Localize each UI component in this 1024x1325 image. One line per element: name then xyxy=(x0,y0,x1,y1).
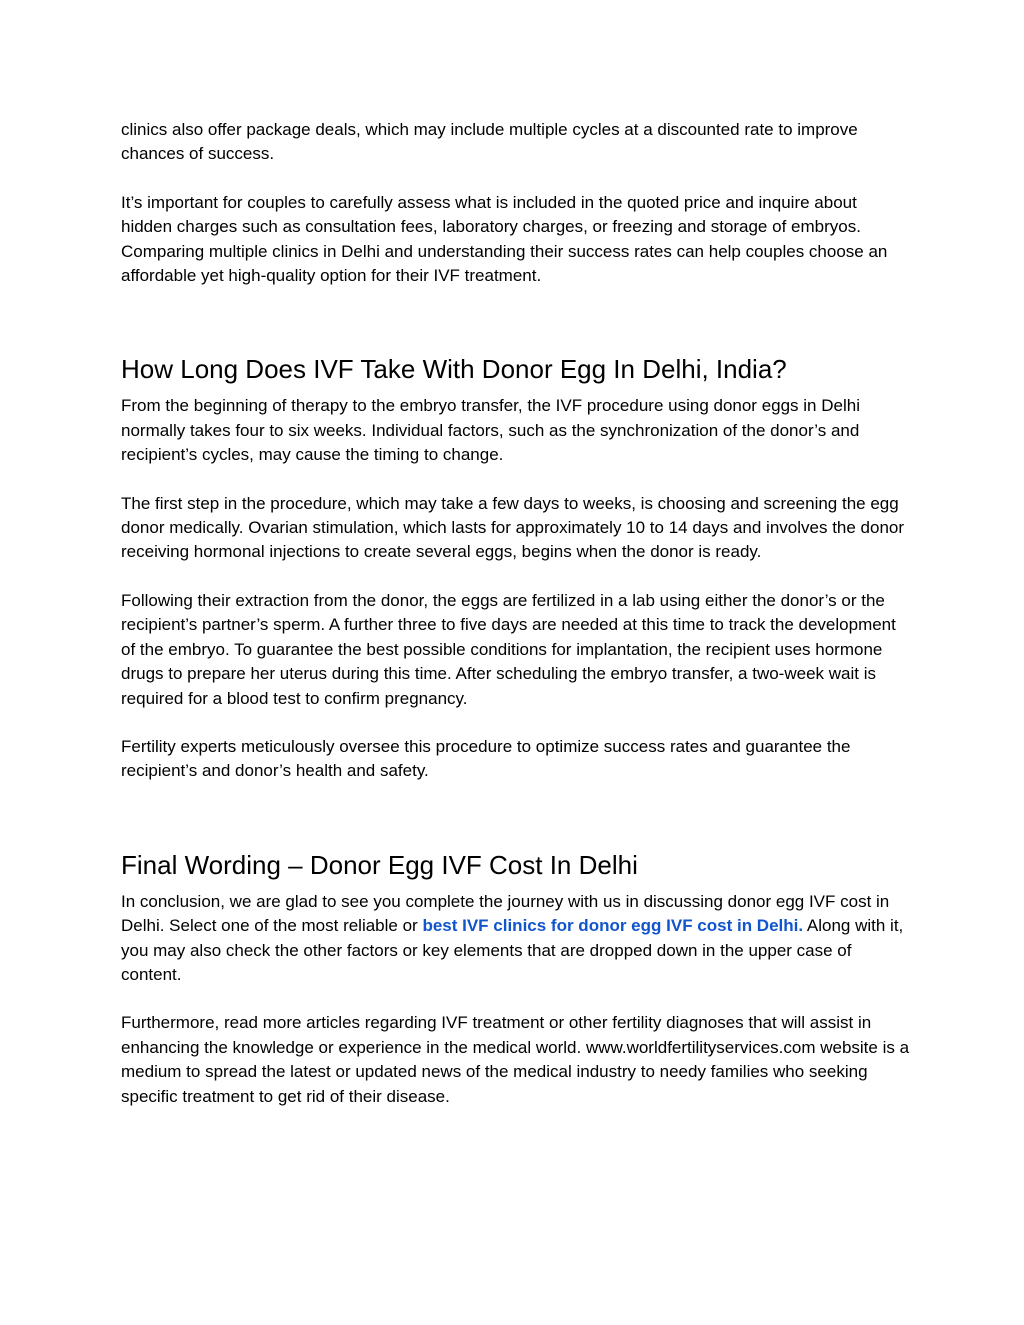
best-ivf-clinics-link[interactable]: best IVF clinics for donor egg IVF cost in Delhi. xyxy=(422,916,804,936)
section-heading-ivf-duration: How Long Does IVF Take With Donor Egg In Delhi, India? xyxy=(121,354,787,385)
intro-paragraph-1: clinics also offer package deals, which may include multiple cycles at a discounted rate to improve chances of success. xyxy=(121,120,858,164)
section1-paragraph-1: From the beginning of therapy to the embryo transfer, the IVF procedure using donor eggs in Delhi normally takes four to six weeks. Individual factors, such as the synchronization of the donor’s and recipient’s cycles, may cause the timing to change. xyxy=(121,396,860,465)
section1-paragraph-4: Fertility experts meticulously oversee this procedure to optimize success rates and guarantee the recipient’s and donor’s health and safety. xyxy=(121,736,851,781)
document-page xyxy=(121,118,911,1109)
intro-paragraph-2: It’s important for couples to carefully assess what is included in the quoted price and inquire about hidden charges such as consultation fees, laboratory charges, or freezing and storage of embryos. Comparing multiple clinics in Delhi and understanding their success rates can help couples choose an affordable yet high-quality option for their IVF treatment. xyxy=(121,192,888,286)
conclusion-text-before: In conclusion, we are glad to see you complete the journey with us in discussing donor egg IVF cost in Delhi. Select one of the most reliable or xyxy=(121,891,890,936)
section1-paragraph-2: The first step in the procedure, which may take a few days to weeks, is choosing and screening the egg donor medically. Ovarian stimulation, which lasts for approximately 10 to 14 days and involves the donor receiving hormonal injections to create several eggs, begins when the donor is ready. xyxy=(121,493,905,562)
section-heading-final-wording: Final Wording – Donor Egg IVF Cost In Delhi xyxy=(121,849,638,880)
conclusion-text-after: Along with it, you may also check the other factors or key elements that are dropped down in the upper case of content. xyxy=(121,916,904,984)
section1-paragraph-3: Following their extraction from the donor, the eggs are fertilized in a lab using either the donor’s or the recipient’s partner’s sperm. A further three to five days are needed at this time to track the development of the embryo. To guarantee the best possible conditions for implantation, the recipient uses hormone drugs to prepare her uterus during this time. After scheduling the embryo transfer, a two-week wait is required for a blood test to confirm pregnancy. xyxy=(121,590,896,708)
closing-paragraph: Furthermore, read more articles regarding IVF treatment or other fertility diagnoses that will assist in enhancing the knowledge or experience in the medical world. www.worldfertilityservices.com website is a medium to spread the latest or updated news of the medical industry to needy families who seeking specific treatment to get rid of their disease. xyxy=(121,1013,910,1106)
conclusion-paragraph xyxy=(121,890,911,988)
